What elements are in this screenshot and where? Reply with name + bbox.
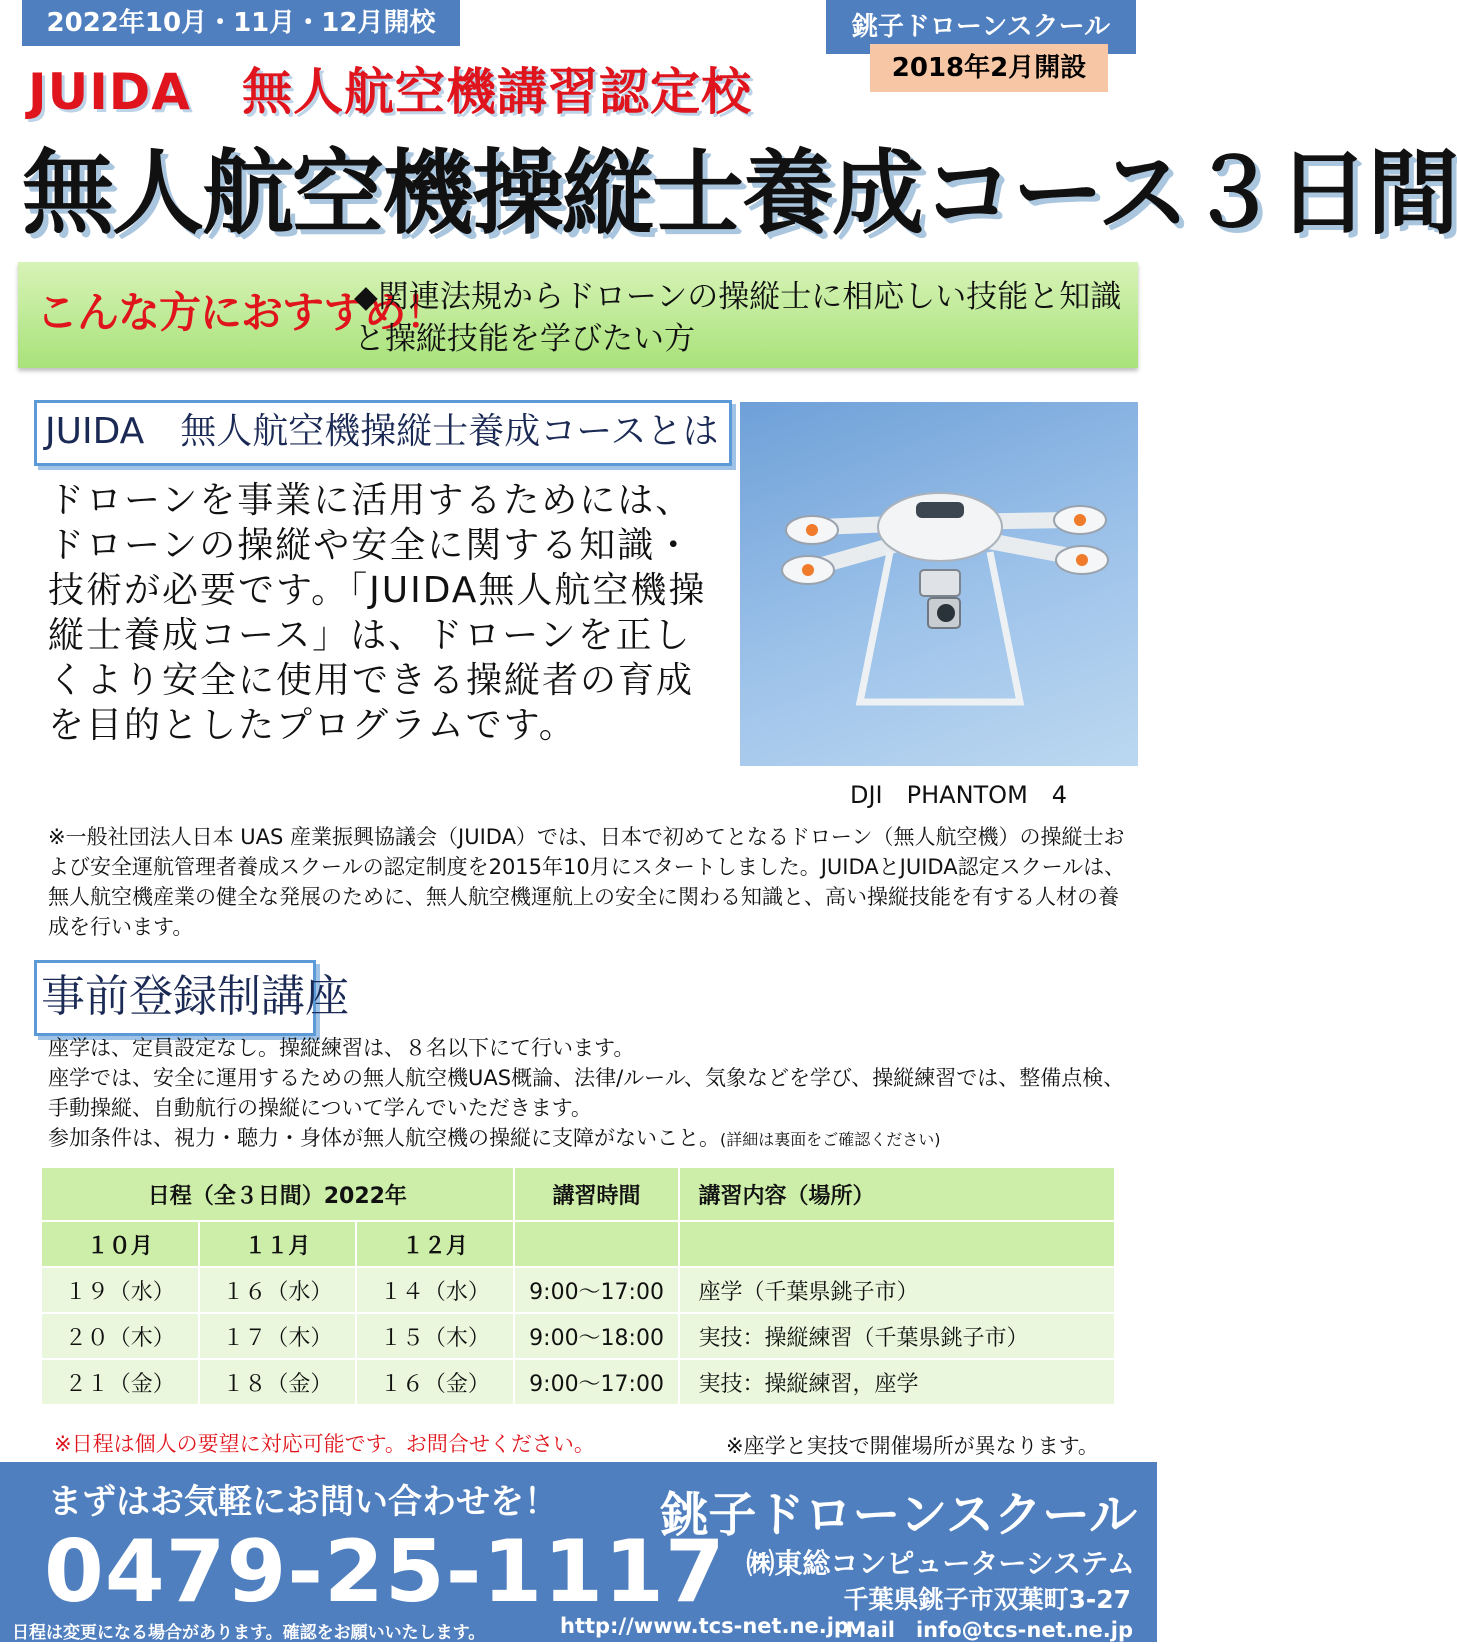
registration-heading: 事前登録制講座 bbox=[34, 960, 316, 1036]
table-row bbox=[42, 1314, 1114, 1358]
photo-caption: DJI PHANTOM 4 bbox=[850, 781, 1068, 809]
about-heading: JUIDA 無人航空機操縦士養成コースとは bbox=[34, 400, 732, 466]
session-content: 座学（千葉県銚子市） bbox=[680, 1268, 1114, 1312]
session-content: 実技：操縦練習，座学 bbox=[680, 1360, 1114, 1404]
schedule-table bbox=[40, 1166, 1116, 1406]
contact-phone: 0479-25-1117 bbox=[44, 1522, 726, 1622]
month-nov: １１月 bbox=[200, 1222, 356, 1266]
day-nov: １８（金） bbox=[200, 1360, 356, 1404]
footer-mail: Mail info@tcs-net.ne.jp bbox=[845, 1618, 1133, 1642]
table-month-row bbox=[42, 1222, 1114, 1266]
day-nov: １６（水） bbox=[200, 1268, 356, 1312]
registration-line-3 bbox=[48, 1123, 1138, 1155]
about-body: ドローンを事業に活用するためには、ドローンの操縦や安全に関する知識・技術が必要です。「JUIDA無人航空機操縦士養成コース」は、ドローンを正しくより安全に使用できる操縦者の育成を目的としたプログラムです。 bbox=[48, 480, 707, 746]
day-dec: １６（金） bbox=[357, 1360, 513, 1404]
schedule-note-red: ※日程は個人の要望に対応可能です。お問合せください。 bbox=[54, 1432, 595, 1456]
day-dec: １５（木） bbox=[357, 1314, 513, 1358]
header-time: 講習時間 bbox=[515, 1168, 679, 1220]
month-row-blank-time bbox=[515, 1222, 679, 1266]
recommend-lead: こんな方におすすめ！ bbox=[36, 288, 447, 337]
month-row-blank-content bbox=[680, 1222, 1114, 1266]
contact-footer bbox=[0, 1462, 1157, 1642]
change-note: 日程は変更になる場合があります。確認をお願いいたします。 bbox=[12, 1623, 486, 1643]
day-oct: ２１（金） bbox=[42, 1360, 198, 1404]
page-title: 無人航空機操縦士養成コース３日間 bbox=[22, 140, 1457, 247]
day-oct: ２０（木） bbox=[42, 1314, 198, 1358]
registration-body bbox=[48, 1033, 1138, 1155]
day-oct: １９（水） bbox=[42, 1268, 198, 1312]
registration-see-back: (詳細は裏面をご確認ください) bbox=[720, 1130, 941, 1149]
header-content: 講習内容（場所） bbox=[680, 1168, 1114, 1220]
recommend-banner bbox=[18, 262, 1138, 368]
table-row bbox=[42, 1268, 1114, 1312]
juida-note: ※一般社団法人日本 UAS 産業振興協議会（JUIDA）では、日本で初めてとなるドローン（無人航空機）の操縦士および安全運航管理者養成スクールの認定制度を2015年10月にスタートしました。JUIDAとJUIDA認定スクールは、無人航空機産業の健全な発展のために、無人航空機運航上の安全に関わる知識と、高い操縦技能を有する人材の養成を行います。 bbox=[48, 825, 1126, 939]
contact-call: まずはお気軽にお問い合わせを！ bbox=[48, 1482, 558, 1522]
dates-tag: 2022年10月・11月・12月開校 bbox=[22, 0, 460, 46]
footer-website: http://www.tcs-net.ne.jp bbox=[560, 1614, 849, 1638]
registration-line-1: 座学は、定員設定なし。操縦練習は、８名以下にて行います。 bbox=[48, 1036, 635, 1060]
day-nov: １７（木） bbox=[200, 1314, 356, 1358]
registration-conditions: 参加条件は、視力・聴力・身体が無人航空機の操縦に支障がないこと。 bbox=[48, 1126, 720, 1150]
table-row bbox=[42, 1360, 1114, 1404]
month-dec: １２月 bbox=[357, 1222, 513, 1266]
established-tag: 2018年2月開設 bbox=[870, 44, 1108, 92]
session-content: 実技：操縦練習（千葉県銚子市） bbox=[680, 1314, 1114, 1358]
footer-address: 千葉県銚子市双葉町3-27 bbox=[843, 1585, 1131, 1614]
drone-photo bbox=[740, 402, 1138, 766]
registration-line-2: 座学では、安全に運用するための無人航空機UAS概論、法律/ルール、気象などを学び、操縦練習では、整備点検、手動操縦、自動航行の操縦について学んでいただきます。 bbox=[48, 1066, 1125, 1120]
subtitle: JUIDA 無人航空機講習認定校 bbox=[28, 63, 753, 121]
footer-company: ㈱東総コンピューターシステム bbox=[746, 1547, 1135, 1580]
session-time: 9:00～17:00 bbox=[515, 1268, 679, 1312]
school-tag: 銚子ドローンスクール bbox=[826, 0, 1136, 54]
recommend-text: ◆関連法規からドローンの操縦士に相応しい技能と知識と操縦技能を学びたい方 bbox=[354, 279, 1122, 357]
table-header-row bbox=[42, 1168, 1114, 1220]
drone-icon bbox=[740, 402, 1138, 766]
header-dates: 日程（全３日間）2022年 bbox=[42, 1168, 513, 1220]
session-time: 9:00～18:00 bbox=[515, 1314, 679, 1358]
footer-school-name: 銚子ドローンスクール bbox=[660, 1487, 1137, 1543]
day-dec: １４（水） bbox=[357, 1268, 513, 1312]
month-oct: １０月 bbox=[42, 1222, 198, 1266]
session-time: 9:00～17:00 bbox=[515, 1360, 679, 1404]
schedule-note-venue: ※座学と実技で開催場所が異なります。 bbox=[726, 1434, 1099, 1458]
